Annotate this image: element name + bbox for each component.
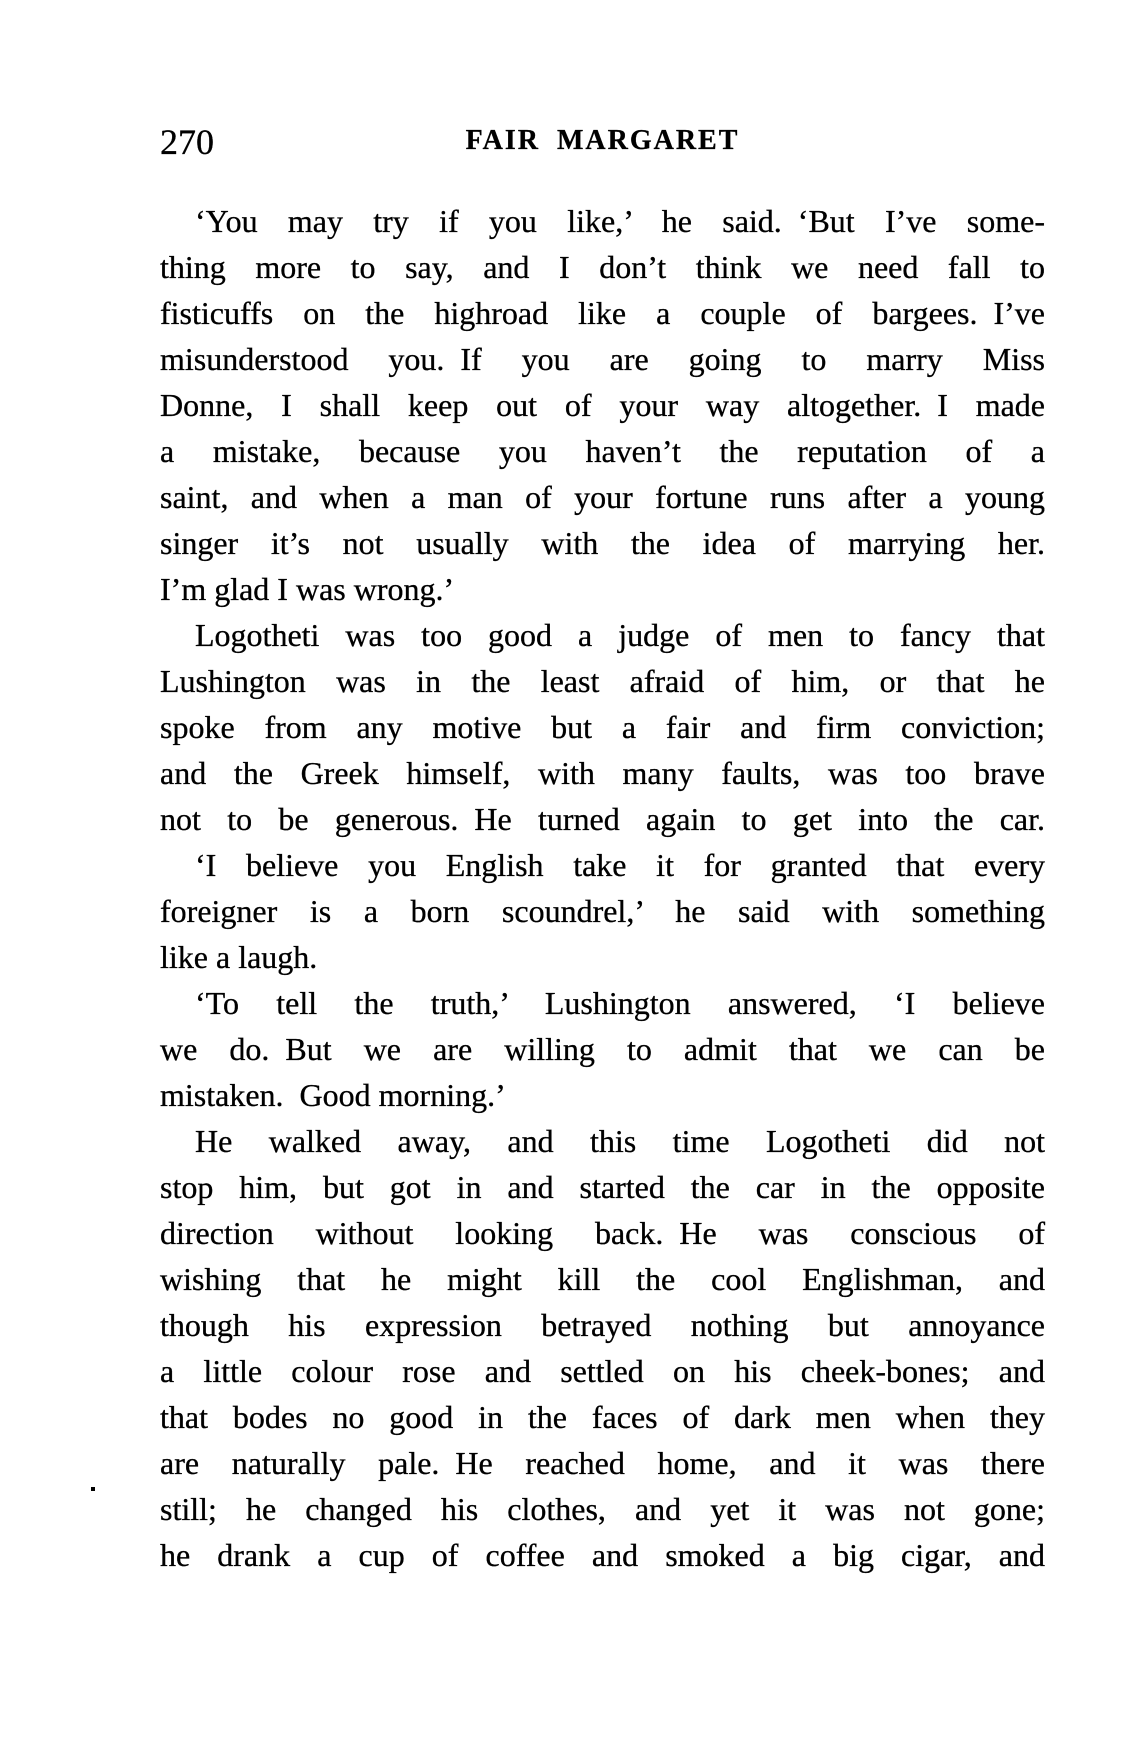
text-line: direction without looking back. He was conscious of	[160, 1215, 1045, 1251]
text-line: a little colour rose and settled on his cheek-bones; and	[160, 1353, 1045, 1389]
text-line: and the Greek himself, with many faults, was too brave	[160, 755, 1045, 791]
paragraph	[160, 980, 1045, 1118]
text-line: thing more to say, and I don’t think we need fall to	[160, 249, 1045, 285]
text-line: we do. But we are willing to admit that we can be	[160, 1031, 1045, 1067]
text-line: ‘To tell the truth,’ Lushington answered, ‘I believe	[195, 985, 1045, 1021]
text-line: ‘You may try if you like,’ he said. ‘But I’ve some-	[195, 203, 1045, 239]
paragraph	[160, 198, 1045, 612]
text-line: I’m glad I was wrong.’	[160, 571, 455, 607]
text-line: though his expression betrayed nothing but annoyance	[160, 1307, 1045, 1343]
text-line: still; he changed his clothes, and yet it was not gone;	[160, 1491, 1045, 1527]
paragraph	[160, 1118, 1045, 1578]
text-line: misunderstood you. If you are going to marry Miss	[160, 341, 1045, 377]
text-line: that bodes no good in the faces of dark men when they	[160, 1399, 1045, 1435]
page-text	[160, 198, 1045, 1578]
text-line: He walked away, and this time Logotheti did not	[195, 1123, 1045, 1159]
text-line: singer it’s not usually with the idea of marrying her.	[160, 525, 1045, 561]
ink-speck	[91, 1487, 95, 1491]
paragraph	[160, 612, 1045, 842]
text-line: fisticuffs on the highroad like a couple of bargees. I’ve	[160, 295, 1045, 331]
text-line: foreigner is a born scoundrel,’ he said with something	[160, 893, 1045, 929]
text-line: a mistake, because you haven’t the reputation of a	[160, 433, 1045, 469]
text-line: he drank a cup of coffee and smoked a big cigar, and	[160, 1537, 1045, 1573]
text-line: mistaken. Good morning.’	[160, 1077, 506, 1113]
paragraph	[160, 842, 1045, 980]
text-line: stop him, but got in and started the car in the opposite	[160, 1169, 1045, 1205]
text-line: not to be generous. He turned again to get into the car.	[160, 801, 1045, 837]
text-line: Lushington was in the least afraid of him, or that he	[160, 663, 1045, 699]
text-line: ‘I believe you English take it for granted that every	[195, 847, 1045, 883]
page-number: 270	[160, 122, 214, 162]
text-line: are naturally pale. He reached home, and it was there	[160, 1445, 1045, 1481]
text-line: spoke from any motive but a fair and firm conviction;	[160, 709, 1045, 745]
text-line: saint, and when a man of your fortune runs after a young	[160, 479, 1045, 515]
text-line: wishing that he might kill the cool Englishman, and	[160, 1261, 1045, 1297]
text-line: Donne, I shall keep out of your way altogether. I made	[160, 387, 1045, 423]
running-title: FAIR MARGARET	[465, 125, 740, 156]
text-line: like a laugh.	[160, 939, 318, 975]
text-line: Logotheti was too good a judge of men to fancy that	[195, 617, 1045, 653]
